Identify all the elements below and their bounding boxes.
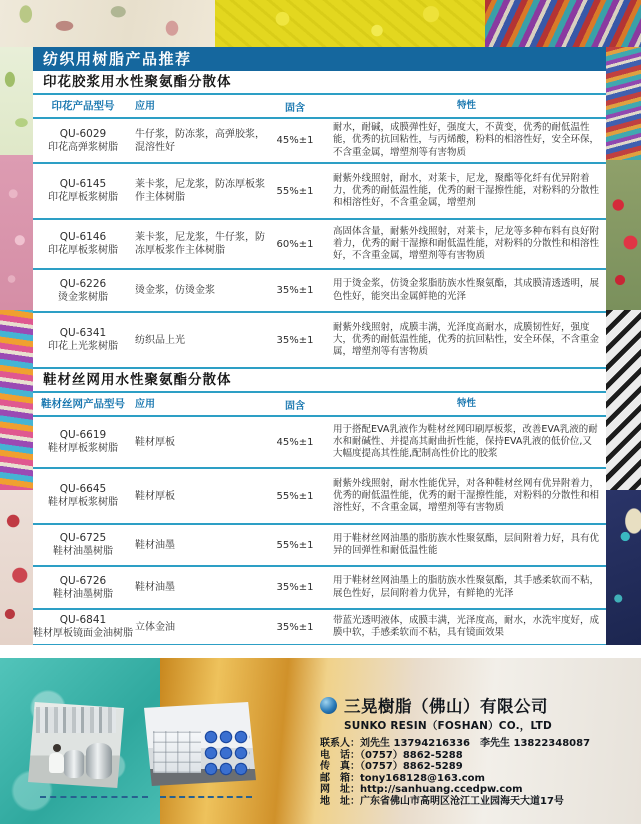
product-row xyxy=(33,270,606,313)
steel-tank xyxy=(64,750,84,778)
product-application: 莱卡浆，尼龙浆，牛仔浆，防冻厚板浆作主体树脂 xyxy=(135,232,265,256)
website-line xyxy=(320,784,638,796)
product-solid-content: 45%±1 xyxy=(276,436,314,448)
factory-photo xyxy=(28,702,124,788)
contact-value: （0757）8862-5288 xyxy=(360,749,463,761)
column-header-model: 印花产品型号 xyxy=(51,99,115,112)
column-header-model: 鞋材丝网产品型号 xyxy=(41,397,125,410)
product-application: 莱卡浆，尼龙浆，防冻厚板浆作主体树脂 xyxy=(135,179,265,203)
product-solid-content: 55%±1 xyxy=(276,185,314,197)
product-row xyxy=(33,220,606,270)
product-model: QU-6841 xyxy=(59,614,107,626)
product-name: 印花上光浆树脂 xyxy=(48,341,118,352)
product-model: QU-6619 xyxy=(59,429,107,441)
product-name: 鞋材厚板浆树脂 xyxy=(48,497,118,508)
column-header-features: 特性 xyxy=(456,397,476,409)
page-title: 纺织用树脂产品推荐 xyxy=(33,47,606,71)
product-name: 鞋材厚板浆树脂 xyxy=(48,443,118,454)
product-name: 印花厚板浆树脂 xyxy=(48,192,118,203)
product-application: 鞋材厚板 xyxy=(135,490,175,502)
contact-block xyxy=(320,738,638,808)
product-solid-content: 35%±1 xyxy=(276,621,314,633)
fabric-photo-rolled-stacks xyxy=(606,47,641,160)
contact-person-line xyxy=(320,738,638,750)
product-solid-content: 45%±1 xyxy=(276,135,314,146)
worker-figure xyxy=(49,753,64,773)
column-header-application: 应用 xyxy=(135,398,155,410)
company-name-cn: 三晃樹脂（佛山）有限公司 xyxy=(344,697,548,716)
fabric-photo-yellow-lace xyxy=(215,0,485,47)
contact-label: 电 话： xyxy=(320,749,360,761)
right-fabric-strip xyxy=(606,47,641,645)
worker-figure xyxy=(53,744,61,752)
fabric-photo-blue-paisley xyxy=(606,490,641,645)
contact-label: 地 址： xyxy=(320,795,360,807)
product-features: 耐紫外线照射，成膜丰满，光泽度高耐水，成膜韧性好，强度大，优秀的耐低温性能，优秀的抗回粘性，安全环保，不含重金属，增塑剂等有害物质 xyxy=(333,321,600,358)
column-header-solid-content: 固含 xyxy=(285,102,305,114)
product-name: 印花厚板浆树脂 xyxy=(48,245,118,256)
fabric-photo-colorful-rolls xyxy=(485,0,641,47)
product-row xyxy=(33,610,606,645)
decorative-dashed-line xyxy=(40,796,148,798)
fax-line xyxy=(320,761,638,773)
company-name-en: SUNKO RESIN（FOSHAN）CO.，LTD xyxy=(344,720,552,732)
factory-equipment xyxy=(36,707,117,733)
column-header-application: 应用 xyxy=(135,100,155,112)
steel-tank xyxy=(86,743,112,779)
product-model: QU-6725 xyxy=(59,532,107,544)
fabric-photo-green-floral xyxy=(0,47,33,155)
email-line xyxy=(320,773,638,785)
fabric-photo-pink-lace xyxy=(0,155,33,310)
phone-line xyxy=(320,750,638,762)
fabric-photo-color-stripes xyxy=(0,310,33,490)
product-solid-content: 35%±1 xyxy=(276,285,314,296)
left-fabric-strip xyxy=(0,47,33,645)
product-features: 用于烫金浆，仿烫金浆脂肪族水性聚氨酯，其成膜清透透明，展色性好，能突出金属鲜艳的光泽 xyxy=(333,278,600,302)
product-row xyxy=(33,525,606,567)
contact-value: （0757）8862-5289 xyxy=(360,761,463,773)
column-header-solid-content: 固含 xyxy=(285,400,305,412)
product-application: 立体金油 xyxy=(135,621,175,633)
contact-label: 传 真： xyxy=(320,761,360,773)
product-features: 高固体含量，耐紫外线照射，对莱卡，尼龙等多种布料有良好附着力，优秀的耐干湿擦和耐低温性能，对粉料的分散性和相溶性好，不含重金属，增塑剂等有害物质 xyxy=(333,225,600,262)
decorative-dashed-line xyxy=(160,796,252,798)
product-row xyxy=(33,313,606,369)
product-model: QU-6145 xyxy=(59,178,107,190)
product-solid-content: 35%±1 xyxy=(276,334,314,346)
product-name: 鞋材油墨树脂 xyxy=(53,546,113,557)
table-header-shoe xyxy=(33,393,606,417)
company-info xyxy=(320,693,638,808)
product-features: 用于鞋材丝网油墨的脂肪族水性聚氨酯，层间附着力好，具有优异的回弹性和耐低温性能 xyxy=(333,532,600,556)
address-line xyxy=(320,796,638,808)
product-name: 鞋材厚板镜面金油树脂 xyxy=(33,628,133,639)
product-row xyxy=(33,119,606,164)
top-fabric-banner xyxy=(0,0,641,47)
product-model: QU-6645 xyxy=(59,483,107,495)
product-features: 用于鞋材丝网油墨上的脂肪族水性聚氨酯，其手感柔软而不粘，展色性好，层间附着力优异，有鲜艳的光泽 xyxy=(333,575,600,599)
column-header-features: 特性 xyxy=(456,99,476,111)
product-row xyxy=(33,164,606,220)
fabric-photo-red-flowers xyxy=(606,160,641,310)
fabric-photo-black-white xyxy=(606,310,641,490)
fabric-photo-red-white xyxy=(0,490,33,645)
product-solid-content: 35%±1 xyxy=(276,582,314,593)
product-name: 烫金浆树脂 xyxy=(58,291,108,303)
table-header-printing xyxy=(33,95,606,119)
contact-label: 网 址： xyxy=(320,784,360,796)
product-solid-content: 55%±1 xyxy=(276,490,314,502)
contact-label: 邮 箱： xyxy=(320,772,360,784)
product-features: 耐水，耐碱，成膜弹性好，强度大，不黄变，优秀的耐低温性能，优秀的抗回粘性，与丙烯酸，粉料的相溶性好，安全环保，不含重金属，增塑剂等有害物质 xyxy=(333,122,600,158)
product-solid-content: 55%±1 xyxy=(276,539,314,551)
main-content xyxy=(33,47,606,645)
contact-value: 刘先生 13794216336 李先生 13822348087 xyxy=(360,738,591,749)
contact-value: 广东省佛山市高明区沧江工业园海天大道17号 xyxy=(360,795,564,807)
blue-drums xyxy=(204,730,250,778)
product-application: 鞋材油墨 xyxy=(135,539,175,551)
product-application: 鞋材油墨 xyxy=(135,582,175,593)
product-row xyxy=(33,469,606,525)
product-application: 纺织品上光 xyxy=(135,334,185,346)
white-tanks xyxy=(153,731,201,773)
section-heading-printing-paste: 印花胶浆用水性聚氨酯分散体 xyxy=(33,71,606,95)
warehouse-photo xyxy=(144,702,256,786)
product-row xyxy=(33,417,606,469)
contact-value: tony168128@163.com xyxy=(360,772,485,784)
product-row xyxy=(33,567,606,610)
product-name: 印花高弹浆树脂 xyxy=(48,141,118,153)
product-solid-content: 60%±1 xyxy=(276,238,314,250)
product-features: 用于搭配EVA乳液作为鞋材丝网印刷厚板浆，改善EVA乳液的耐水和耐碱性、并提高其耐曲折性能，保持EVA乳液的低价位,又大幅度提高其性能,配制高性价比的胶浆 xyxy=(333,423,598,460)
globe-icon xyxy=(320,697,337,714)
product-name: 鞋材油墨树脂 xyxy=(53,588,113,600)
fabric-photo-cream-floral xyxy=(0,0,215,47)
product-features: 耐紫外线照射，耐水性能优异，对各种鞋材丝网有优异附着力，优秀的耐低温性能，优秀的耐干湿擦性能，对粉料的分散性和相溶性好，不含重金属，增塑剂等有害物质 xyxy=(333,477,600,514)
contact-label: 联系人： xyxy=(320,738,360,749)
product-features: 耐紫外线照射，耐水，对莱卡，尼龙，聚酯等化纤有优异附着力，优秀的耐低温性能，优秀的耐干湿擦性能，对粉料的分散性和相溶性好，不含重金属，增塑剂 xyxy=(333,172,600,209)
product-model: QU-6146 xyxy=(59,231,107,243)
product-features: 带蓝光透明液体，成膜丰满，光泽度高，耐水，水洗牢度好，成膜中软，手感柔软而不粘，具有镜面效果 xyxy=(333,614,600,638)
product-model: QU-6726 xyxy=(59,574,107,587)
product-application: 牛仔浆，防冻浆，高弹胶浆，混溶性好 xyxy=(135,128,265,153)
contact-value: http://sanhuang.ccedpw.com xyxy=(360,784,523,796)
product-model: QU-6226 xyxy=(59,277,107,290)
section-heading-shoe-screen: 鞋材丝网用水性聚氨酯分散体 xyxy=(33,369,606,393)
footer xyxy=(0,645,641,824)
product-application: 烫金浆，仿烫金浆 xyxy=(135,285,215,296)
product-model: QU-6029 xyxy=(59,127,107,140)
product-application: 鞋材厚板 xyxy=(135,436,175,448)
product-model: QU-6341 xyxy=(59,327,107,339)
